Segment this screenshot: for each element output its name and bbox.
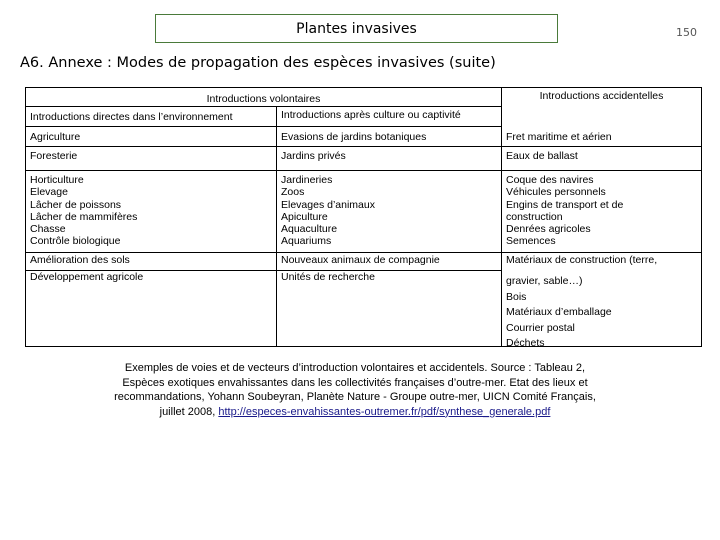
table-cell: Nouveaux animaux de compagnie [277,253,502,271]
table-cell: Evasions de jardins botaniques [277,127,502,147]
table-cell: Fret maritime et aérien [502,127,702,147]
caption-text: Exemples de voies et de vecteurs d’introduction volontaires et accidentels. Source : Tableau 2, Espèces exotiques envahissantes dans les collectivités françaises d’outre-mer. Etat des lieux et recommandations, Yohann Soubeyran, Planète Nature - Groupe outre-mer, UICN Comité Français, juillet 2008, [114,362,596,418]
table-cell: Jardineries Zoos Elevages d’animaux Apiculture Aquaculture Aquariums [277,171,502,253]
table-cell: Amélioration des sols [25,253,277,271]
figure-caption [110,361,600,419]
source-link[interactable]: http://especes-envahissantes-outremer.fr/pdf/synthese_generale.pdf [218,405,551,418]
page-header [155,14,558,43]
table-cell: Eaux de ballast [502,147,702,171]
section-title: A6. Annexe : Modes de propagation des espèces invasives (suite) [20,55,496,71]
table-cell: Coque des navires Véhicules personnels Engins de transport et de construction Denrées agricoles Semences [502,171,702,253]
table-cell: Agriculture [25,127,277,147]
header-accidental: Introductions accidentelles [502,87,702,107]
page-number: 150 [676,26,697,39]
subheader-direct: Introductions directes dans l’environnement [25,107,277,127]
table-cell: gravier, sable…) Bois Matériaux d’emballage Courrier postal Déchets [502,271,702,347]
subheader-after-culture: Introductions après culture ou captivité [277,107,502,127]
table-cell: Matériaux de construction (terre, [502,253,702,271]
table-cell: Unités de recherche [277,271,502,347]
propagation-table [25,87,705,347]
subheader-accidental-empty [502,107,702,127]
header-title: Plantes invasives [296,20,417,37]
table-cell: Foresterie [25,147,277,171]
table-cell: Développement agricole [25,271,277,347]
table-cell: Horticulture Elevage Lâcher de poissons Lâcher de mammifères Chasse Contrôle biologique [25,171,277,253]
header-voluntary: Introductions volontaires [25,87,502,107]
table-cell: Jardins privés [277,147,502,171]
